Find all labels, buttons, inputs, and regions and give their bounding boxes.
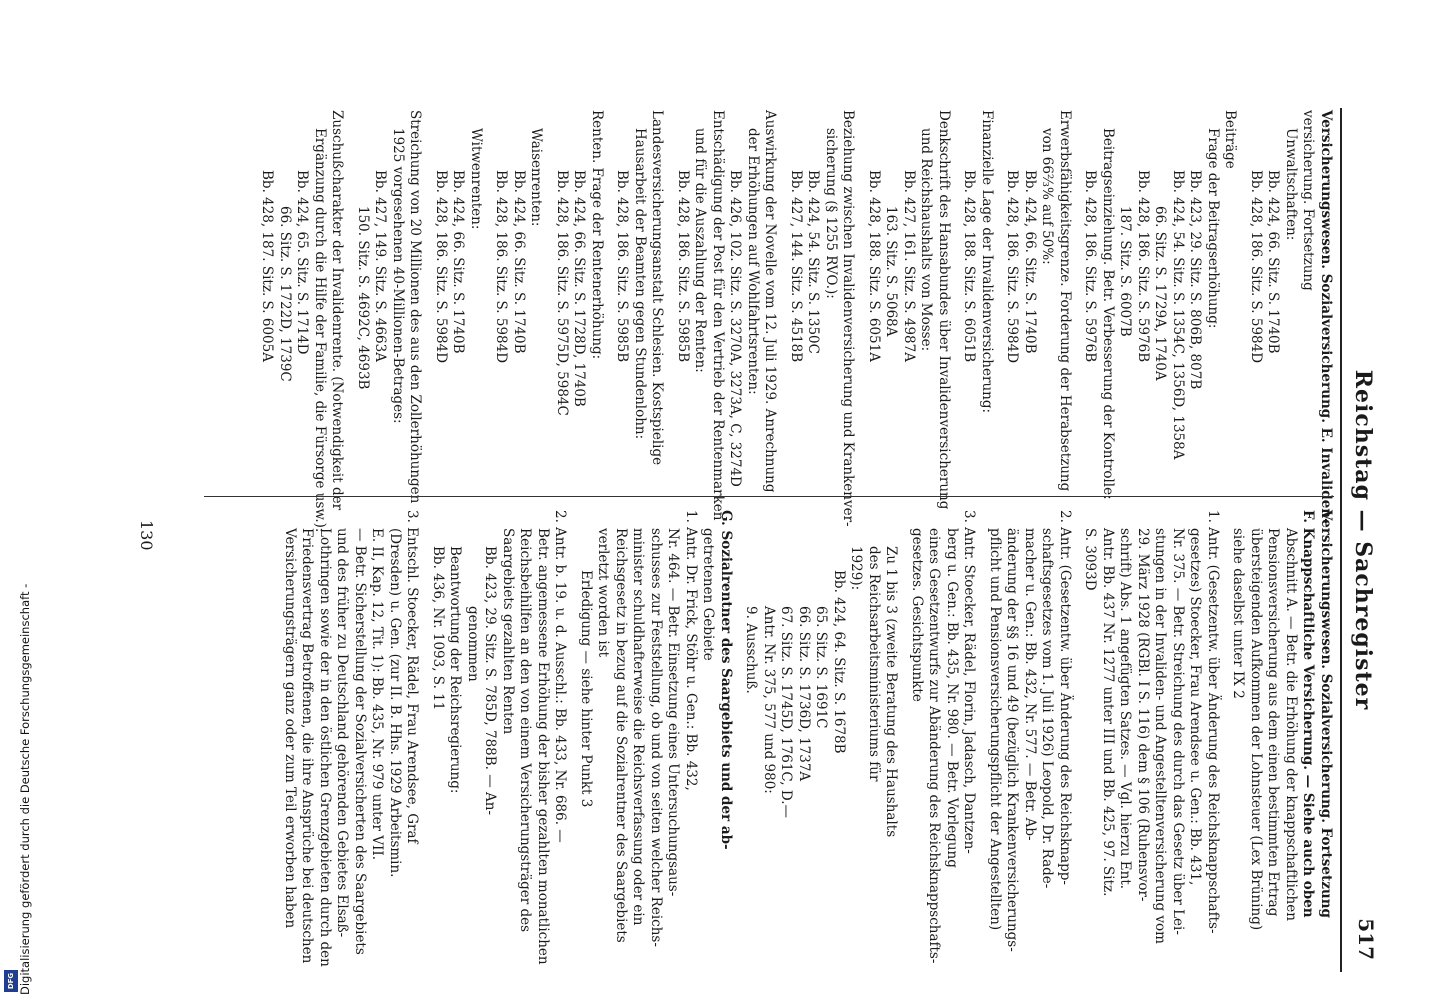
index-line: sicherung (§ 1255 RVO.):: [823, 128, 839, 299]
index-line: 1929):: [848, 546, 865, 591]
index-line: Bb. 424, 66. Sitz. S. 1740B: [450, 170, 467, 354]
index-line: Bb. 423, 29. Sitz. S. 785D, 788B. — An-: [482, 546, 499, 816]
index-line: F. Knappschaftliche Versicherung. — Siehe auch oben: [1300, 510, 1317, 918]
index-line: 2. Antr. (Gesetzentw. über Änderung des Reichsknapp-: [1057, 510, 1073, 885]
credit-strip: [0, 0, 32, 1000]
index-line: Nr. 375. — Betr. Streichung des durch das Gesetz über Lei-: [1170, 528, 1186, 935]
index-line: Zu 1 bis 3 (zweite Beratung des Haushalts: [883, 546, 900, 838]
index-line: Denkschrift des Hansabundes über Invalidenversicherung: [936, 110, 952, 510]
index-line: 66. Sitz. S. 1722D, 1739C: [277, 206, 293, 382]
index-line: Reichsgesetz in bezug auf die Sozialrentner des Saargebiets: [613, 528, 629, 943]
index-line: 150. Sitz. S. 4692C, 4693B: [355, 206, 371, 390]
index-line: übersteigenden Aufkommen der Lohnsteuer (Lex Brüning): [1248, 528, 1264, 931]
index-line: Bb. 428, 186. Sitz. S. 5985B: [614, 170, 631, 363]
index-line: Versicherungsträgern ganz oder zum Teil erworben haben: [282, 528, 298, 929]
line-gap: [995, 110, 1003, 482]
index-line: Landesversicherungsanstalt Schlesien. Kostspielige: [649, 110, 666, 466]
index-line: verletzt worden ist: [595, 528, 612, 658]
line-gap: [605, 110, 613, 482]
index-line: berg u. Gen.: Bb. 435, Nr. 980. — Betr. Vorlegung: [944, 528, 960, 868]
index-line: stungen in der Invaliden- und Angestelltenversicherung vom: [1152, 528, 1169, 944]
line-gap: [666, 110, 674, 482]
index-line: Bb. 424, 66. Sitz. S. 1728D, 1740B: [571, 170, 588, 407]
index-line: 66. Sitz. S. 1729A, 1740A: [1152, 206, 1169, 381]
index-line: Bb. 426, 102. Sitz. S. 3270A, 3273A, C, 3274D: [727, 170, 744, 487]
line-gap: [421, 510, 429, 970]
line-gap: [1221, 510, 1229, 970]
index-line: Ergänzung durch die Hilfe der Familie, die Fürsorge usw.):: [312, 128, 328, 533]
index-line: und Reichshaushalts von Mosse:: [918, 128, 935, 352]
running-head: Reichstag — Sachregister: [1350, 369, 1376, 711]
index-line: 1925 vorgesehenen 40-Millionen-Betrages:: [390, 128, 406, 424]
index-line: Beziehung zwischen Invalidenversicherung und Krankenver-: [840, 110, 857, 527]
index-line: Reichsbeihilfen an den von einem Versicherungsträger des: [517, 528, 534, 933]
credit-text: Digitalisierung gefördert durch die Deutsche Forschungsgemeinschaft -: [18, 583, 32, 995]
line-gap: [424, 110, 432, 482]
index-line: 9. Ausschuß.: [743, 606, 760, 694]
scan-page-number: 130: [137, 520, 156, 551]
index-line: 65. Sitz. S. 1691C: [813, 606, 830, 729]
index-line: pflicht und Pensionsversicherungspflicht der Angestellten): [987, 528, 1003, 931]
index-line: versicherung. Fortsetzung: [1300, 110, 1317, 291]
index-line: Bb. 424, 66. Sitz. S. 1740B: [1265, 170, 1282, 354]
index-line: siehe daselbst unter IX 2: [1230, 528, 1247, 699]
index-line: Renten. Frage der Rentenerhöhung:: [589, 110, 605, 360]
index-line: änderung der §§ 16 und 49 (bezüglich Krankenversicherungs-: [1004, 528, 1021, 952]
index-line: 1. Antr. (Gesetzentw. über Änderung des Reichsknappschafts-: [1205, 510, 1221, 934]
index-line: Streichung von 20 Millionen des aus den Zollerhöhungen: [407, 110, 424, 504]
index-line: Abschnitt A. — Betr. die Erhöhung der knappschaftlichen: [1283, 528, 1299, 921]
index-line: Bb. 428, 188. Sitz. S. 6051B: [961, 170, 978, 363]
index-line: Auswirkung der Novelle vom 12. Juli 1929. Anrechnung: [762, 110, 779, 493]
index-line: 187. Sitz. S. 6007B: [1117, 206, 1134, 337]
index-line: Beiträge: [1222, 110, 1239, 169]
index-line: minister schuldhafterweise die Reichsverfassung oder ein: [630, 528, 647, 926]
index-line: Bb. 428, 186. Sitz. S. 5984D: [493, 170, 510, 364]
index-line: gesetzes. Gesichtspunkte: [909, 528, 925, 702]
right-column: [281, 510, 1335, 970]
index-line: Bb. 424, 65. Sitz. S. 1714D: [294, 170, 311, 355]
index-line: Bb. 423, 29. Sitz. S. 806B, 807B: [1187, 170, 1204, 390]
index-line: Entschädigung der Post für den Vertrieb der Rentenmarken: [710, 110, 726, 521]
line-gap: [1239, 110, 1247, 482]
index-line: 163. Sitz. S. 5068A: [883, 206, 900, 337]
index-line: G. Sozialrentner des Saargebiets und der ab-: [718, 510, 734, 850]
index-line: Zuschußcharakter der Invalidenrente. (Notwendigkeit der: [329, 110, 346, 511]
index-line: Bb. 424, 66. Sitz. S. 1740B: [1022, 170, 1038, 354]
index-line: Bb. 428, 186. Sitz. S. 5976B: [1135, 170, 1151, 363]
index-line: Erledigung — siehe hinter Punkt 3: [578, 570, 594, 808]
line-gap: [569, 510, 577, 970]
index-line: genommen: [465, 606, 481, 682]
index-line: Beitragseinziehung. Betr. Verbesserung der Kontrolle:: [1100, 128, 1116, 500]
index-line: Bb. 436, Nr. 1093, S. 11: [430, 546, 446, 711]
index-line: 66. Sitz. S. 1736D, 1737A: [796, 606, 812, 782]
index-line: Bb. 424, 64. Sitz. S. 1678B: [831, 570, 847, 754]
index-line: Nr. 464. — Betr. Einsetzung eines Untersuchungsaus-: [665, 528, 682, 897]
index-line: Bb. 428, 187. Sitz. S. 6005A: [259, 170, 276, 362]
index-line: — Betr. Sicherstellung der Sozialversicherten des Saargebiets: [352, 528, 368, 955]
index-line: Bb. 428, 186. Sitz. S. 5984D: [1248, 170, 1264, 364]
index-line: Bb. 424, 54. Sitz. S. 1354C, 1356D, 1358A: [1170, 170, 1186, 460]
index-line: 29. März 1928 (RGBl. I S. 116) dem § 106 (Ruhensvor-: [1135, 528, 1151, 902]
index-line: Bb. 424, 66. Sitz. S. 1740B: [511, 170, 527, 354]
index-line: gesetzes) Stoecker, Frau Arendsee u. Gen.: Bb. 431,: [1187, 528, 1204, 886]
index-line: Bb. 427, 144. Sitz. S. 4518B: [788, 170, 804, 363]
index-line: 3. Antr. Stoecker, Rädel, Florin, Jadasch, Dantzen-: [961, 510, 978, 854]
index-line: Antr. Nr. 375, 577 und 980:: [761, 606, 777, 794]
index-line: Bb. 424, 54. Sitz. S. 1350C: [805, 170, 822, 354]
index-line: Frage der Beitragserhöhung:: [1205, 128, 1221, 329]
index-line: Erwerbsfähigkeitsgrenze. Forderung der Herabsetzung: [1057, 110, 1073, 492]
line-gap: [734, 510, 742, 970]
index-line: 67. Sitz. S. 1745D, 1761C, D.—: [778, 606, 795, 818]
line-gap: [978, 510, 986, 970]
index-line: Waisenrenten:: [528, 128, 545, 227]
index-line: getretenen Gebiete: [700, 528, 717, 661]
line-gap: [952, 110, 960, 482]
index-line: Pensionsversicherung aus dem einen bestimmten Ertrag: [1265, 528, 1282, 917]
index-line: Finanzielle Lage der Invalidenversicherung:: [979, 110, 995, 414]
index-line: Antr. Bb. 437 Nr. 1277 unter III und Bb. 425, 97. Sitz.: [1100, 528, 1116, 897]
line-gap: [1073, 110, 1081, 482]
index-line: Bb. 428, 186. Sitz. S. 5976B: [1082, 170, 1099, 363]
index-line: Friedensvertrag Betroffenen, die ihre Ansprüche bei deutschen: [299, 528, 316, 964]
index-line: macher u. Gen.: Bb. 432, Nr. 577. — Betr. Ab-: [1022, 528, 1038, 841]
index-line: Versicherungswesen. Sozialversicherung. Fortsetzung: [1318, 510, 1334, 918]
line-gap: [346, 110, 354, 482]
index-line: 3. Entschl. Stoecker, Rädel, Frau Arendsee, Graf: [404, 510, 421, 844]
index-line: Lothringen sowie der in den östlichen Grenzgebieten durch den: [317, 528, 333, 967]
index-line: Beantwortung der Reichsregierung:: [447, 546, 464, 794]
index-line: Versicherungswesen. Sozialversicherung. E. Invaliden-: [1318, 110, 1334, 524]
line-gap: [545, 110, 553, 482]
index-line: schaftsgesetzes vom 1. Juli 1926) Leopold, Dr. Rade-: [1039, 528, 1056, 889]
index-line: schrift) Abs. 1 angefügten Satzes. — Vgl. hierzu Ent.: [1117, 528, 1134, 890]
line-gap: [857, 110, 865, 482]
column-divider: [204, 496, 1334, 497]
index-line: Witwenrenten:: [468, 128, 484, 230]
index-line: Saargebiets gezahlten Renten: [500, 528, 516, 735]
index-line: Bb. 428, 188. Sitz. S. 6051A: [866, 170, 882, 362]
index-line: 2. Antr. b. 19. u. d. Ausschl.: Bb. 433, Nr. 686. —: [552, 510, 569, 843]
line-gap: [1073, 510, 1081, 970]
index-line: eines Gesetzentwurfs zur Abänderung des Reichsknappschafts-: [926, 528, 943, 964]
index-line: E. II, Kap. 12, Tit. 1): Bb. 435, Nr. 979 unter VII.: [369, 528, 386, 861]
index-line: 1. Antr. Dr. Frick, Stöhr u. Gen.: Bb. 432,: [683, 510, 699, 791]
line-gap: [900, 510, 908, 970]
index-line: Bb. 427, 161. Sitz. S. 4987A: [901, 170, 917, 362]
index-line: schusses zur Feststellung, ob und von seiten welcher Reichs-: [648, 528, 664, 947]
index-line: Bb. 428, 186. Sitz. S. 5984D: [433, 170, 449, 364]
index-line: Betr. angemessene Erhöhung der bisher gezahlten monatlichen: [535, 528, 551, 965]
index-line: (Dresden) u. Gen. (zur II. B. Hhs. 1929 Arbeitsmin.: [387, 528, 403, 878]
left-column: [258, 110, 1334, 533]
line-gap: [779, 110, 787, 482]
index-line: von 66⅔% auf 50%:: [1039, 128, 1056, 265]
index-line: Unwaltschaften:: [1283, 128, 1299, 241]
line-gap: [484, 110, 492, 482]
index-line: Hausarbeit der Beamten gegen Stundenlohn:: [632, 128, 648, 440]
index-line: Bb. 427, 149. Sitz. S. 4663A: [372, 170, 389, 362]
dfg-logo: DFG: [4, 970, 18, 992]
index-line: S. 3093D: [1082, 528, 1099, 591]
index-line: und für die Auszahlung der Renten:: [692, 128, 709, 373]
index-line: Bb. 428, 186. Sitz. S. 5975D, 5984C: [554, 170, 570, 416]
index-line: des Reichsarbeitsministeriums für: [866, 546, 882, 782]
index-line: der Erhöhungen auf Wohlfahrtsrenten:: [745, 128, 761, 395]
header-rule: [1340, 108, 1342, 972]
index-line: Bb. 428, 186. Sitz. S. 5984D: [1004, 170, 1021, 364]
index-line: Bb. 428, 186. Sitz. S. 5985B: [675, 170, 691, 363]
page-number: 517: [1354, 918, 1378, 960]
index-line: und des früher zu Deutschland gehörenden Gebietes Elsaß-: [334, 528, 351, 938]
